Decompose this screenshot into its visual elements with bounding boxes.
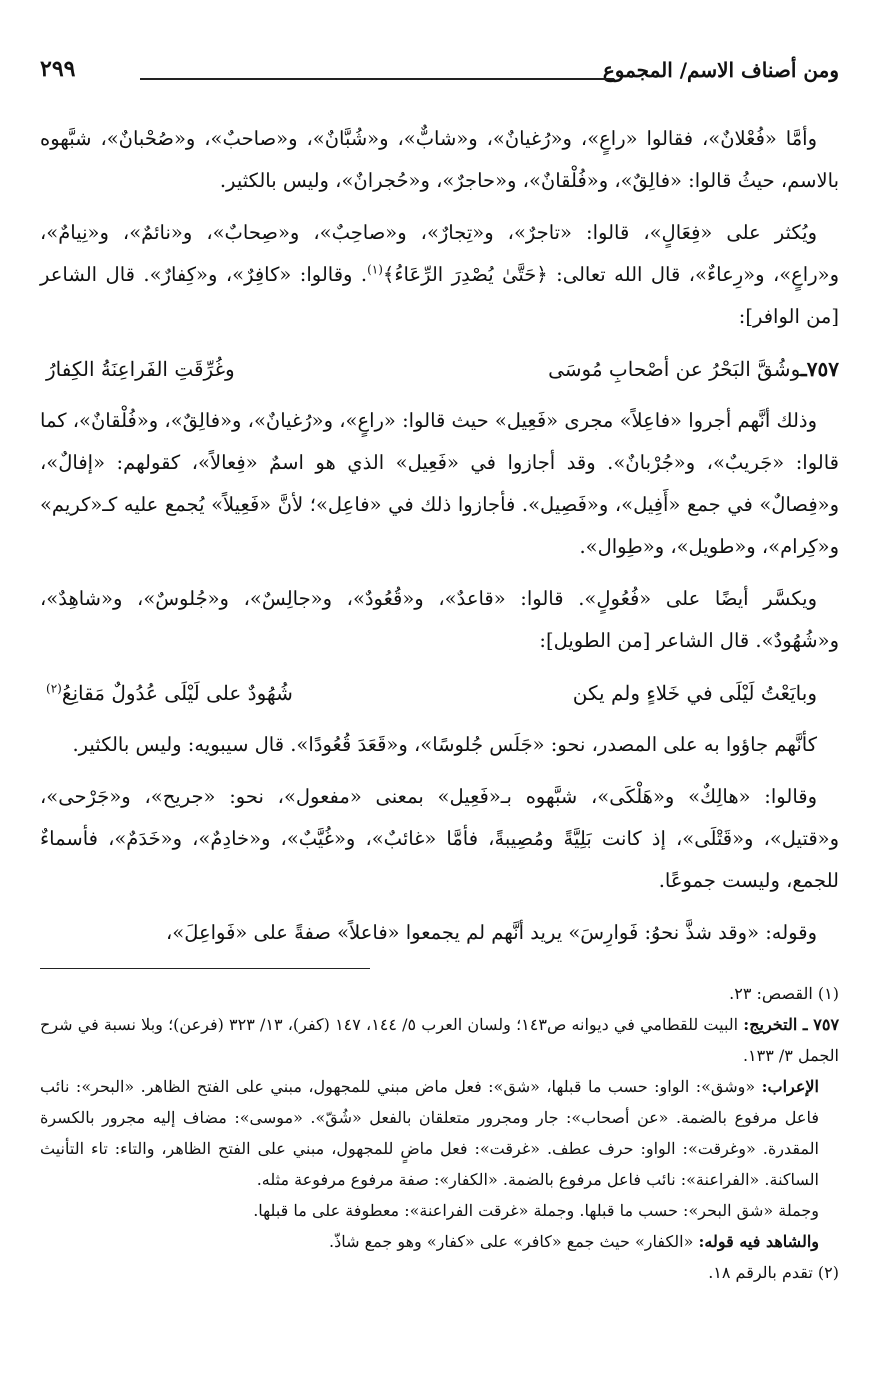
irab-text: «وشق»: الواو: حسب ما قبلها، «شق»: فعل ماض مبني للمجهول، مبني على الفتح الظاهر. «البحر»: نائب فاعل مرفوع بالضمة. «عن أصحاب»: جار ومجرور متعلقان بالفعل «شُقّ». «موسى»: مضاف إليه مجرور بالكسرة المقدرة. «وغرقت»: الواو: حرف عطف. «غرقت»: فعل ماضٍ للمجهول، مبني على الفتح الظاهر، والتاء: تاء التأنيث الساكنة. «الفراعنة»: نائب فاعل مرفوع بالضمة. «الكفار»: صفة مرفوع مرفوعة مثله.	[40, 1077, 820, 1189]
page-number: ٢٩٩	[40, 56, 76, 82]
paragraph-5: كأنَّهم جاؤوا به على المصدر، نحو: «جَلَس جُلوسًا»، و«قَعَدَ قُعُودًا». قال سيبويه: وليس بالكثير.	[72, 733, 817, 756]
takhrij-text: البيت للقطامي في ديوانه ص١٤٣؛ ولسان العرب ٥/ ١٤٤، ١٤٧ (كفر)، ١٣/ ٣٢٣ (فرعن)؛ وبلا نسبة في شرح الجمل ٣/ ١٣٣.	[40, 1015, 839, 1065]
footnote-2: (٢) تقدم بالرقم ١٨.	[708, 1263, 839, 1282]
page-header	[40, 52, 839, 92]
verse-2-second-text: شُهُودٌ على لَيْلَى عُدُولٌ مَقانِعُ	[61, 681, 293, 705]
verse-number: ٧٥٧ـ	[800, 357, 839, 381]
footnote-jumla: وجملة «شق البحر»: حسب ما قبلها. وجملة «غرقت الفراعنة»: معطوفة على ما قبلها.	[253, 1201, 819, 1220]
footnote-1: (١) القصص: ٢٣.	[729, 984, 839, 1003]
book-page	[40, 0, 839, 1383]
footnote-shahid	[40, 1226, 839, 1257]
paragraph-7: وقوله: «وقد شذَّ نحوُ: فَوارِسَ» يريد أنَّهم لم يجمعوا «فاعلاً» صفةً على «فَواعِلَ»،	[165, 921, 817, 944]
paragraph-2-tail: . وقالوا: «كافِرٌ»، و«كِفارٌ». قال الشاعر [من الوافر]:	[40, 263, 839, 328]
header-rule	[140, 78, 614, 80]
paragraph-4: ويكسَّر أيضًا على «فُعُولٍ». قالوا: «قاعدٌ»، و«قُعُودٌ»، و«جالِسٌ»، و«جُلوسٌ»، و«شاهِدٌ»، و«شُهُودٌ». قال الشاعر [من الطويل]:	[40, 587, 839, 652]
paragraph-2-text: ويُكثر على «فِعَالٍ»، قالوا: «تاجرٌ»، و«تِجارٌ»، و«صاحِبٌ»، و«صِحابٌ»، و«نائمٌ»، و«نِيامٌ»، و«راعٍ»، و«رِعاءٌ»، قال الله تعالى: ﴿حَتَّىٰ يُصْدِرَ الرِّعَاءُ﴾	[40, 221, 839, 286]
paragraph-1: وأمَّا «فُعْلانٌ»، فقالوا «راعٍ»، و«رُغيانٌ»، و«شابٌّ»، و«شُبَّانٌ»، و«صاحبٌ»، و«صُحْبانٌ»، شبَّهوه بالاسم، حيثُ قالوا: «فالِقٌ»، و«فُلْقانٌ»، و«حاجرٌ»، و«حُجرانٌ»، وليس بالكثير.	[40, 127, 839, 192]
paragraph-2	[40, 212, 839, 338]
takhrij-label: ٧٥٧ ـ التخريج:	[743, 1015, 840, 1034]
verse-757-first-text: وشُقَّ البَحْرُ عن أصْحابِ مُوسَى	[548, 357, 801, 381]
footnotes	[40, 978, 839, 1288]
verse-757	[40, 348, 839, 390]
verse-2	[40, 672, 839, 714]
paragraph-6: وقالوا: «هالِكٌ» و«هَلْكَى»، شبَّهوه بـ«فَعِيل» بمعنى «مفعول»، نحو: «جريح»، و«جَرْحى»، و«قتيل»، و«قَتْلَى»، إذ كانت بَلِيَّةً ومُصِيبةً، فأمَّا «غائبٌ»، و«غُيَّبٌ»، و«خادِمٌ»، و«خَدَمٌ»، فأسماءٌ للجمع، وليست جموعًا.	[40, 785, 839, 892]
shahid-label: والشاهد فيه قوله:	[698, 1232, 819, 1251]
verse-757-second-hemistich: وغُرِّقَتِ الفَراعِنَةُ الكِفارُ	[46, 357, 235, 381]
shahid-text: «الكفار» حيث جمع «كافر» على «كفار» وهو جمع شاذّ.	[329, 1232, 699, 1251]
footnote-irab	[40, 1071, 839, 1195]
paragraph-3: وذلك أنَّهم أجروا «فاعِلاً» مجرى «فَعِيل» حيث قالوا: «راعٍ»، و«رُغيانٌ»، و«فالِقٌ»، و«فُلْقانٌ»، كما قالوا: «جَريبٌ»، و«جُرْبانٌ». وقد أجازوا في «فَعِيل» الذي هو اسمٌ «فِعالاً»، كقولهم: «إفالٌ»، و«فِصالٌ» في جمع «أَفِيل»، و«فَصِيل». فأجازوا ذلك في «فاعِل»؛ لأنَّ «فَعِيلاً» يُجمع عليه كـ«كريم» و«كِرام»، و«طويل»، و«طِوال».	[40, 409, 839, 558]
footnote-ref-2: (٢)	[46, 681, 62, 696]
main-text	[40, 118, 839, 964]
footnote-rule	[40, 968, 370, 969]
footnote-ref-1: (١)	[367, 262, 383, 277]
verse-2-second-hemistich	[40, 672, 293, 714]
irab-label: الإعراب:	[761, 1077, 819, 1096]
running-title: ومن أصناف الاسم/ المجموع	[602, 58, 839, 82]
verse-757-first-hemistich	[548, 348, 839, 390]
verse-2-first-hemistich: وبايَعْتُ لَيْلَى في خَلاءٍ ولم يكن	[572, 681, 817, 705]
footnote-takhrij	[40, 1009, 839, 1071]
